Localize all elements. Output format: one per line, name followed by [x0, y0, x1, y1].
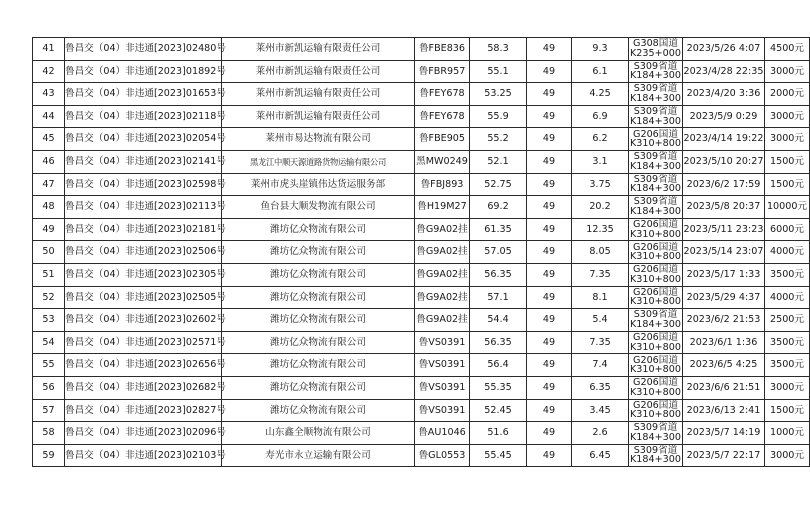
fine-cell: 3500元: [765, 354, 810, 377]
document-number-cell: 鲁昌交（04）非违通[2023]01892号: [65, 60, 222, 83]
row-number-cell: 55: [33, 354, 65, 377]
road-label: G206国道: [633, 218, 678, 230]
plate-cell: 鲁FBJ893: [415, 173, 470, 196]
measured-weight-cell: 55.1: [470, 60, 527, 83]
overweight-cell: 7.35: [572, 331, 629, 354]
road-label: G206国道: [633, 241, 678, 253]
table-row: [33, 286, 810, 309]
limit-weight-cell: 49: [527, 218, 572, 241]
measured-weight-cell: 69.2: [470, 196, 527, 219]
km-label: K310+800: [630, 138, 681, 150]
table-row: [33, 399, 810, 422]
overweight-cell: 6.2: [572, 128, 629, 151]
fine-cell: 2500元: [765, 309, 810, 332]
row-number-cell: 45: [33, 128, 65, 151]
row-number-cell: 54: [33, 331, 65, 354]
km-label: K310+800: [630, 386, 681, 398]
time-cell: 2023/5/17 1:33: [683, 263, 765, 286]
row-number-cell: 44: [33, 105, 65, 128]
location-cell: [629, 218, 683, 241]
fine-cell: 3000元: [765, 105, 810, 128]
document-number-cell: 鲁昌交（04）非违通[2023]02505号: [65, 286, 222, 309]
km-label: K310+800: [630, 251, 681, 263]
location-cell: [629, 331, 683, 354]
km-label: K184+300: [630, 160, 681, 172]
plate-cell: 鲁FBE905: [415, 128, 470, 151]
document-number-cell: 鲁昌交（04）非违通[2023]02141号: [65, 150, 222, 173]
fine-cell: 3000元: [765, 128, 810, 151]
limit-weight-cell: 49: [527, 399, 572, 422]
time-cell: 2023/4/14 19:22: [683, 128, 765, 151]
measured-weight-cell: 52.75: [470, 173, 527, 196]
limit-weight-cell: 49: [527, 286, 572, 309]
location-cell: [629, 286, 683, 309]
limit-weight-cell: 49: [527, 331, 572, 354]
road-label: G206国道: [633, 377, 678, 389]
road-label: G206国道: [633, 264, 678, 276]
plate-cell: 鲁G9A02挂: [415, 241, 470, 264]
location-cell: [629, 83, 683, 106]
location-cell: [629, 422, 683, 445]
company-cell: 莱州市新凯运输有限责任公司: [222, 105, 415, 128]
time-cell: 2023/4/28 22:35: [683, 60, 765, 83]
row-number-cell: 43: [33, 83, 65, 106]
km-label: K184+300: [630, 92, 681, 104]
overweight-cell: 6.9: [572, 105, 629, 128]
document-number-cell: 鲁昌交（04）非违通[2023]02656号: [65, 354, 222, 377]
fine-cell: 1500元: [765, 399, 810, 422]
limit-weight-cell: 49: [527, 309, 572, 332]
measured-weight-cell: 54.4: [470, 309, 527, 332]
overweight-cell: 3.45: [572, 399, 629, 422]
table-row: [33, 422, 810, 445]
km-label: K184+300: [630, 431, 681, 443]
km-label: K310+800: [630, 228, 681, 240]
limit-weight-cell: 49: [527, 196, 572, 219]
limit-weight-cell: 49: [527, 128, 572, 151]
overweight-cell: 3.1: [572, 150, 629, 173]
document-page: [32, 37, 808, 467]
location-cell: [629, 38, 683, 61]
plate-cell: 鲁G9A02挂: [415, 309, 470, 332]
km-label: K184+300: [630, 183, 681, 195]
plate-cell: 黑MW0249: [415, 150, 470, 173]
company-cell: 潍坊亿众物流有限公司: [222, 399, 415, 422]
document-number-cell: 鲁昌交（04）非违通[2023]02598号: [65, 173, 222, 196]
limit-weight-cell: 49: [527, 38, 572, 61]
road-label: S309省道: [633, 196, 678, 208]
plate-cell: 鲁AU1046: [415, 422, 470, 445]
plate-cell: 鲁G9A02挂: [415, 286, 470, 309]
document-number-cell: 鲁昌交（04）非违通[2023]02103号: [65, 444, 222, 467]
km-label: K310+800: [630, 364, 681, 376]
table-row: [33, 83, 810, 106]
company-cell: 莱州市新凯运输有限责任公司: [222, 83, 415, 106]
location-cell: [629, 150, 683, 173]
document-number-cell: 鲁昌交（04）非违通[2023]02305号: [65, 263, 222, 286]
measured-weight-cell: 56.4: [470, 354, 527, 377]
time-cell: 2023/6/2 17:59: [683, 173, 765, 196]
row-number-cell: 57: [33, 399, 65, 422]
limit-weight-cell: 49: [527, 83, 572, 106]
table-row: [33, 60, 810, 83]
limit-weight-cell: 49: [527, 376, 572, 399]
document-number-cell: 鲁昌交（04）非违通[2023]02602号: [65, 309, 222, 332]
plate-cell: 鲁VS0391: [415, 354, 470, 377]
time-cell: 2023/5/9 0:29: [683, 105, 765, 128]
company-cell: 鱼台县大顺发物流有限公司: [222, 196, 415, 219]
time-cell: 2023/4/20 3:36: [683, 83, 765, 106]
table-row: [33, 444, 810, 467]
overweight-cell: 4.25: [572, 83, 629, 106]
fine-cell: 3000元: [765, 60, 810, 83]
plate-cell: 鲁FBR957: [415, 60, 470, 83]
location-cell: [629, 196, 683, 219]
measured-weight-cell: 55.2: [470, 128, 527, 151]
fine-cell: 3000元: [765, 444, 810, 467]
location-cell: [629, 241, 683, 264]
table-row: [33, 263, 810, 286]
company-cell: 黑龙江中顺天源道路货物运输有限公司: [222, 150, 415, 173]
km-label: K310+800: [630, 273, 681, 285]
measured-weight-cell: 51.6: [470, 422, 527, 445]
time-cell: 2023/5/26 4:07: [683, 38, 765, 61]
time-cell: 2023/6/1 1:36: [683, 331, 765, 354]
plate-cell: 鲁VS0391: [415, 376, 470, 399]
fine-cell: 3500元: [765, 263, 810, 286]
road-label: S309省道: [633, 422, 678, 434]
limit-weight-cell: 49: [527, 241, 572, 264]
company-cell: 莱州市新凯运输有限责任公司: [222, 38, 415, 61]
overweight-cell: 2.6: [572, 422, 629, 445]
company-cell: 潍坊亿众物流有限公司: [222, 241, 415, 264]
km-label: K310+800: [630, 296, 681, 308]
plate-cell: 鲁G9A02挂: [415, 263, 470, 286]
km-label: K184+300: [630, 454, 681, 466]
table-row: [33, 376, 810, 399]
row-number-cell: 42: [33, 60, 65, 83]
limit-weight-cell: 49: [527, 444, 572, 467]
overweight-cell: 3.75: [572, 173, 629, 196]
table-row: [33, 354, 810, 377]
location-cell: [629, 399, 683, 422]
document-number-cell: 鲁昌交（04）非违通[2023]02096号: [65, 422, 222, 445]
time-cell: 2023/5/29 4:37: [683, 286, 765, 309]
plate-cell: 鲁GL0553: [415, 444, 470, 467]
row-number-cell: 53: [33, 309, 65, 332]
row-number-cell: 59: [33, 444, 65, 467]
company-cell: 潍坊亿众物流有限公司: [222, 376, 415, 399]
fine-cell: 3000元: [765, 376, 810, 399]
road-label: G206国道: [633, 354, 678, 366]
road-label: G308国道: [633, 38, 678, 50]
fine-cell: 4000元: [765, 286, 810, 309]
document-number-cell: 鲁昌交（04）非违通[2023]01653号: [65, 83, 222, 106]
plate-cell: 鲁FEY678: [415, 83, 470, 106]
penalty-table: [32, 37, 810, 467]
km-label: K235+000: [630, 47, 681, 59]
plate-cell: 鲁VS0391: [415, 331, 470, 354]
fine-cell: 2000元: [765, 83, 810, 106]
km-label: K310+800: [630, 409, 681, 421]
time-cell: 2023/5/7 22:17: [683, 444, 765, 467]
measured-weight-cell: 57.05: [470, 241, 527, 264]
road-label: G206国道: [633, 331, 678, 343]
measured-weight-cell: 61.35: [470, 218, 527, 241]
limit-weight-cell: 49: [527, 354, 572, 377]
table-row: [33, 196, 810, 219]
limit-weight-cell: 49: [527, 60, 572, 83]
document-number-cell: 鲁昌交（04）非违通[2023]02827号: [65, 399, 222, 422]
company-cell: 莱州市易达物流有限公司: [222, 128, 415, 151]
location-cell: [629, 263, 683, 286]
row-number-cell: 46: [33, 150, 65, 173]
measured-weight-cell: 55.35: [470, 376, 527, 399]
overweight-cell: 8.05: [572, 241, 629, 264]
document-number-cell: 鲁昌交（04）非违通[2023]02506号: [65, 241, 222, 264]
road-label: G206国道: [633, 399, 678, 411]
location-cell: [629, 376, 683, 399]
measured-weight-cell: 52.1: [470, 150, 527, 173]
company-cell: 潍坊亿众物流有限公司: [222, 309, 415, 332]
measured-weight-cell: 55.9: [470, 105, 527, 128]
fine-cell: 1500元: [765, 173, 810, 196]
location-cell: [629, 173, 683, 196]
time-cell: 2023/5/8 20:37: [683, 196, 765, 219]
row-number-cell: 48: [33, 196, 65, 219]
document-number-cell: 鲁昌交（04）非违通[2023]02054号: [65, 128, 222, 151]
table-row: [33, 173, 810, 196]
company-cell: 莱州市新凯运输有限责任公司: [222, 60, 415, 83]
measured-weight-cell: 56.35: [470, 263, 527, 286]
row-number-cell: 49: [33, 218, 65, 241]
time-cell: 2023/5/11 23:23: [683, 218, 765, 241]
km-label: K184+300: [630, 115, 681, 127]
location-cell: [629, 354, 683, 377]
measured-weight-cell: 58.3: [470, 38, 527, 61]
row-number-cell: 41: [33, 38, 65, 61]
limit-weight-cell: 49: [527, 173, 572, 196]
plate-cell: 鲁FEY678: [415, 105, 470, 128]
time-cell: 2023/5/10 20:27: [683, 150, 765, 173]
row-number-cell: 51: [33, 263, 65, 286]
km-label: K184+300: [630, 318, 681, 330]
table-row: [33, 128, 810, 151]
row-number-cell: 47: [33, 173, 65, 196]
overweight-cell: 7.35: [572, 263, 629, 286]
fine-cell: 4000元: [765, 241, 810, 264]
company-cell: 山东鑫全顺物流有限公司: [222, 422, 415, 445]
row-number-cell: 56: [33, 376, 65, 399]
table-row: [33, 218, 810, 241]
overweight-cell: 9.3: [572, 38, 629, 61]
location-cell: [629, 60, 683, 83]
plate-cell: 鲁G9A02挂: [415, 218, 470, 241]
row-number-cell: 50: [33, 241, 65, 264]
document-number-cell: 鲁昌交（04）非违通[2023]02571号: [65, 331, 222, 354]
document-number-cell: 鲁昌交（04）非违通[2023]02480号: [65, 38, 222, 61]
road-label: G206国道: [633, 128, 678, 140]
fine-cell: 10000元: [765, 196, 810, 219]
location-cell: [629, 128, 683, 151]
measured-weight-cell: 57.1: [470, 286, 527, 309]
road-label: G206国道: [633, 286, 678, 298]
km-label: K184+300: [630, 70, 681, 82]
company-cell: 潍坊亿众物流有限公司: [222, 263, 415, 286]
road-label: S309省道: [633, 151, 678, 163]
time-cell: 2023/5/7 14:19: [683, 422, 765, 445]
overweight-cell: 6.1: [572, 60, 629, 83]
limit-weight-cell: 49: [527, 150, 572, 173]
company-cell: 潍坊亿众物流有限公司: [222, 331, 415, 354]
company-cell: 寿光市永立运输有限公司: [222, 444, 415, 467]
plate-cell: 鲁VS0391: [415, 399, 470, 422]
overweight-cell: 8.1: [572, 286, 629, 309]
km-label: K184+300: [630, 205, 681, 217]
limit-weight-cell: 49: [527, 263, 572, 286]
limit-weight-cell: 49: [527, 422, 572, 445]
road-label: S309省道: [633, 444, 678, 456]
table-row: [33, 309, 810, 332]
plate-cell: 鲁H19M27: [415, 196, 470, 219]
road-label: S309省道: [633, 83, 678, 95]
time-cell: 2023/5/14 23:07: [683, 241, 765, 264]
company-cell: 潍坊亿众物流有限公司: [222, 354, 415, 377]
overweight-cell: 7.4: [572, 354, 629, 377]
limit-weight-cell: 49: [527, 105, 572, 128]
time-cell: 2023/6/2 21:53: [683, 309, 765, 332]
km-label: K310+800: [630, 341, 681, 353]
road-label: S309省道: [633, 105, 678, 117]
overweight-cell: 6.35: [572, 376, 629, 399]
time-cell: 2023/6/5 4:25: [683, 354, 765, 377]
time-cell: 2023/6/13 2:41: [683, 399, 765, 422]
overweight-cell: 5.4: [572, 309, 629, 332]
overweight-cell: 6.45: [572, 444, 629, 467]
document-number-cell: 鲁昌交（04）非违通[2023]02113号: [65, 196, 222, 219]
document-number-cell: 鲁昌交（04）非违通[2023]02118号: [65, 105, 222, 128]
fine-cell: 1000元: [765, 422, 810, 445]
time-cell: 2023/6/6 21:51: [683, 376, 765, 399]
location-cell: [629, 309, 683, 332]
fine-cell: 6000元: [765, 218, 810, 241]
measured-weight-cell: 56.35: [470, 331, 527, 354]
company-cell: 潍坊亿众物流有限公司: [222, 218, 415, 241]
table-row: [33, 150, 810, 173]
road-label: S309省道: [633, 173, 678, 185]
table-row: [33, 38, 810, 61]
fine-cell: 4500元: [765, 38, 810, 61]
table-row: [33, 105, 810, 128]
road-label: S309省道: [633, 60, 678, 72]
measured-weight-cell: 53.25: [470, 83, 527, 106]
document-number-cell: 鲁昌交（04）非违通[2023]02682号: [65, 376, 222, 399]
fine-cell: 1500元: [765, 150, 810, 173]
document-number-cell: 鲁昌交（04）非违通[2023]02181号: [65, 218, 222, 241]
table-row: [33, 331, 810, 354]
overweight-cell: 12.35: [572, 218, 629, 241]
road-label: S309省道: [633, 309, 678, 321]
row-number-cell: 58: [33, 422, 65, 445]
table-row: [33, 241, 810, 264]
location-cell: [629, 444, 683, 467]
plate-cell: 鲁FBE836: [415, 38, 470, 61]
fine-cell: 3500元: [765, 331, 810, 354]
table-body: [33, 38, 810, 467]
company-cell: 潍坊亿众物流有限公司: [222, 286, 415, 309]
company-cell: 莱州市虎头崖镇伟达货运服务部: [222, 173, 415, 196]
location-cell: [629, 105, 683, 128]
measured-weight-cell: 55.45: [470, 444, 527, 467]
overweight-cell: 20.2: [572, 196, 629, 219]
row-number-cell: 52: [33, 286, 65, 309]
measured-weight-cell: 52.45: [470, 399, 527, 422]
